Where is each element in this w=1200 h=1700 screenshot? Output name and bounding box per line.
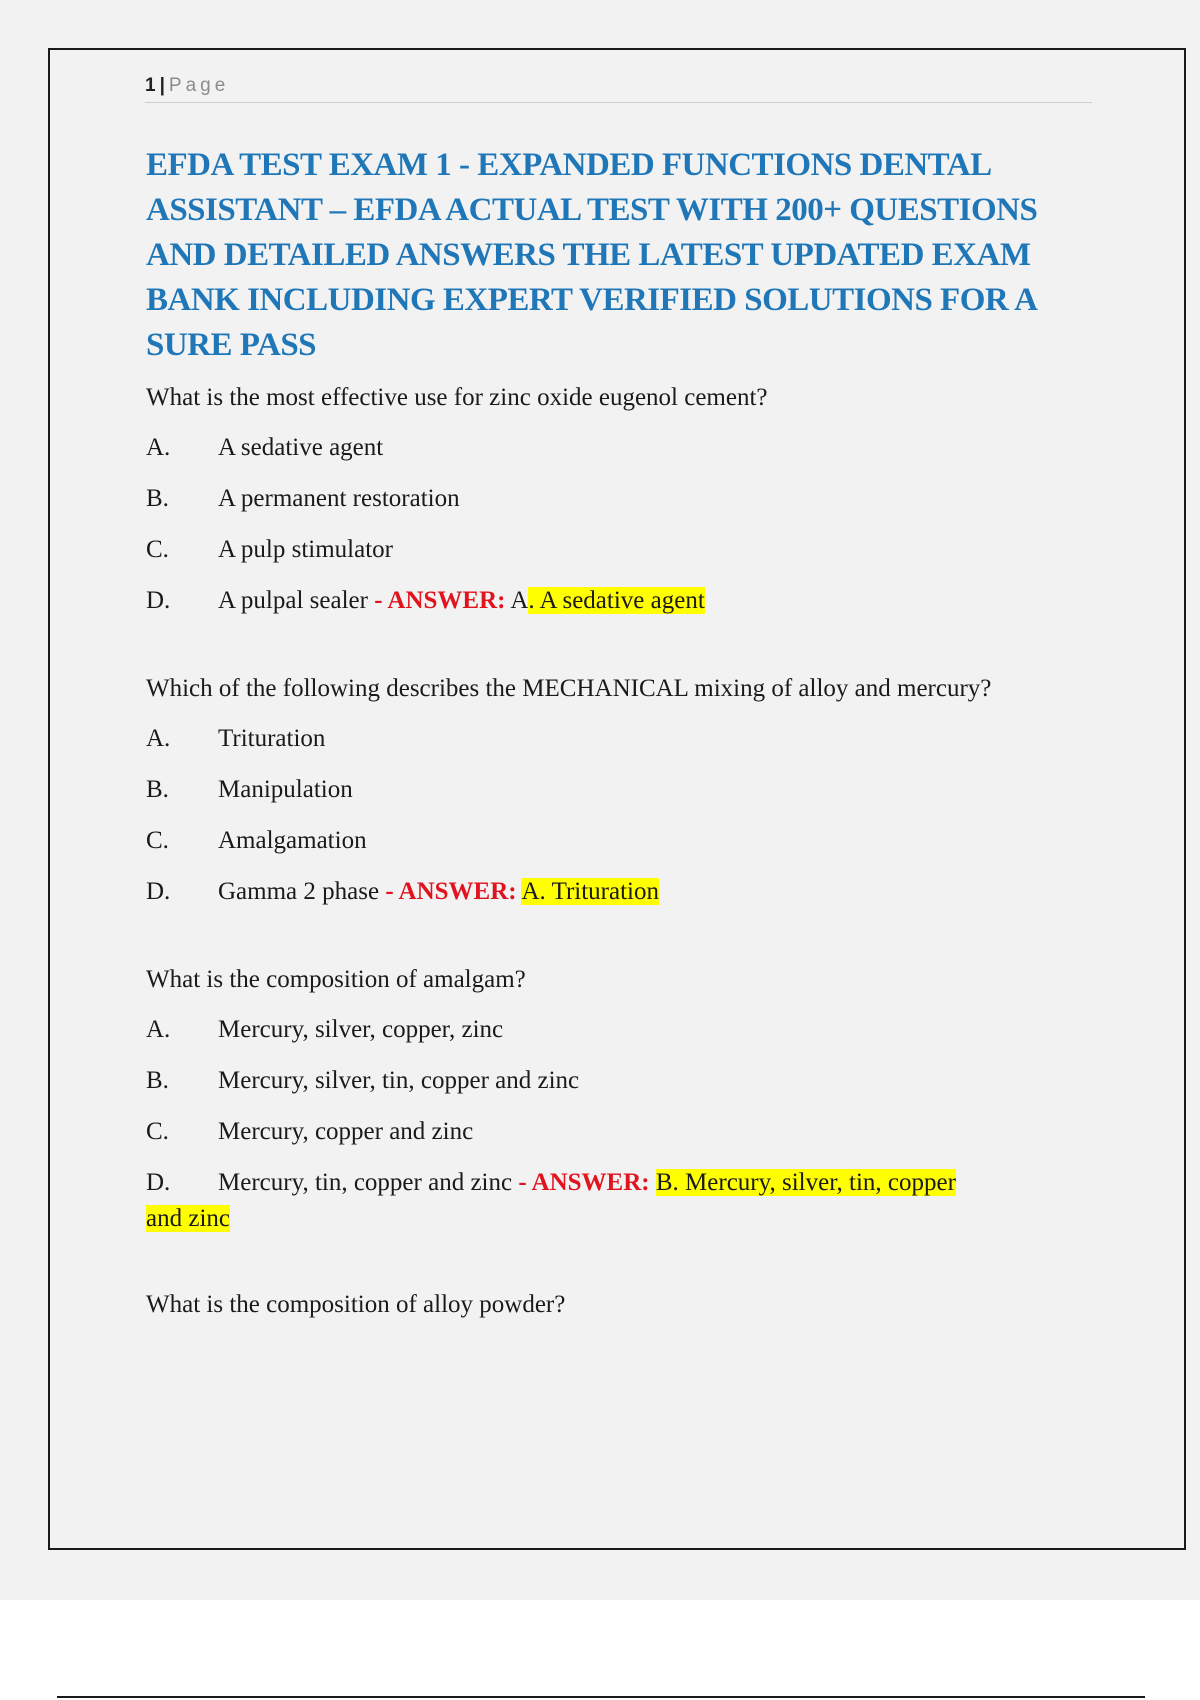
answer-text: A: [505, 587, 529, 614]
option-text: A pulpal sealer: [218, 587, 368, 614]
option-text: Gamma 2 phase: [218, 878, 380, 905]
answer-separator: -: [379, 878, 399, 905]
page-separator: |: [159, 75, 165, 96]
option-text-with-answer: [218, 1165, 1091, 1201]
option-text: Mercury, silver, copper, zinc: [218, 1016, 504, 1043]
option-letter: A.: [146, 1016, 171, 1043]
answer-label: ANSWER:: [398, 878, 517, 905]
question-4: [146, 1287, 1091, 1323]
option-letter: A.: [146, 434, 171, 461]
option-letter: C.: [146, 536, 169, 563]
question-1: [146, 380, 1091, 619]
option-letter: D.: [146, 1169, 171, 1196]
answer-text: [650, 1169, 656, 1196]
question-text: What is the composition of amalgam?: [146, 966, 526, 993]
option-text: A pulp stimulator: [218, 536, 393, 563]
option-text: A permanent restoration: [218, 485, 460, 512]
option-b: [146, 772, 1091, 808]
option-c: [146, 1114, 1091, 1150]
question-2: [146, 671, 1091, 910]
option-b: [146, 1063, 1091, 1099]
option-text: Mercury, copper and zinc: [218, 1118, 474, 1145]
answer-wrap-line: [146, 1201, 1091, 1237]
option-a: [146, 1012, 1091, 1048]
answer-highlight: . A sedative agent: [528, 587, 705, 614]
option-letter: D.: [146, 878, 171, 905]
option-c: [146, 823, 1091, 859]
option-text-with-answer: [218, 583, 1091, 619]
answer-highlight: A. Trituration: [521, 878, 659, 905]
option-letter: B.: [146, 485, 169, 512]
answer-separator: -: [512, 1169, 532, 1196]
question-list: [146, 380, 1091, 1337]
page-header: [145, 70, 1092, 103]
option-text: Mercury, silver, tin, copper and zinc: [218, 1067, 580, 1094]
question-3: [146, 962, 1091, 1237]
option-letter: A.: [146, 725, 171, 752]
option-letter: D.: [146, 587, 171, 614]
option-d: [146, 583, 1091, 619]
option-d: [146, 1165, 1091, 1201]
document-title: EFDA TEST EXAM 1 - EXPANDED FUNCTIONS DENTAL ASSISTANT – EFDA ACTUAL TEST WITH 200+ QUESTIONS AND DETAILED ANSWERS THE LATEST UPDATED EXAM BANK INCLUDING EXPERT VERIFIED SOLUTIONS FOR A SURE PASS: [146, 147, 1038, 363]
question-text: What is the composition of alloy powder?: [146, 1291, 566, 1318]
option-a: [146, 721, 1091, 757]
option-letter: B.: [146, 776, 169, 803]
option-text: A sedative agent: [218, 434, 384, 461]
question-text: Which of the following describes the MECHANICAL mixing of alloy and mercury?: [146, 675, 992, 702]
option-text: Mercury, tin, copper and zinc: [218, 1169, 513, 1196]
answer-highlight-continued: and zinc: [146, 1205, 230, 1232]
option-c: [146, 532, 1091, 568]
answer-label: ANSWER:: [387, 587, 506, 614]
option-letter: C.: [146, 1118, 169, 1145]
option-d: [146, 874, 1091, 910]
answer-separator: -: [367, 587, 388, 614]
question-text: What is the most effective use for zinc oxide eugenol cement?: [146, 384, 768, 411]
option-text: Amalgamation: [218, 827, 367, 854]
page-label: Page: [168, 75, 230, 96]
option-text: Manipulation: [218, 776, 353, 803]
option-letter: B.: [146, 1067, 169, 1094]
footer-rule: [57, 1696, 1145, 1698]
page-number: 1: [145, 75, 156, 96]
option-b: [146, 481, 1091, 517]
option-text: Trituration: [218, 725, 326, 752]
option-a: [146, 430, 1091, 466]
answer-label: ANSWER:: [531, 1169, 650, 1196]
option-text-with-answer: [218, 874, 1091, 910]
answer-highlight: B. Mercury, silver, tin, copper: [655, 1169, 956, 1196]
option-letter: C.: [146, 827, 169, 854]
